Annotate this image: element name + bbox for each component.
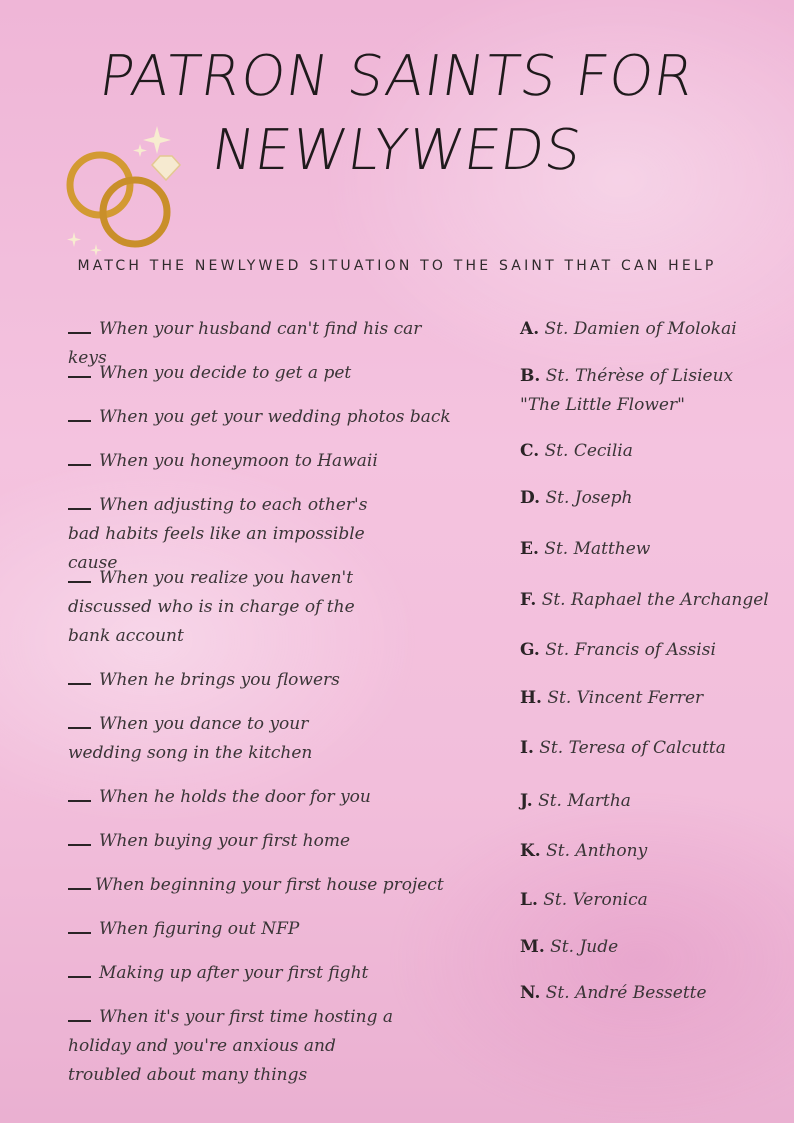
situation-text: When adjusting to each other's bad habits feels like an impossible cause bbox=[68, 495, 368, 573]
situation-text: When he brings you flowers bbox=[99, 670, 340, 690]
saint-letter: G. bbox=[520, 640, 540, 660]
saint-letter: N. bbox=[520, 983, 541, 1003]
saint-item bbox=[520, 933, 765, 962]
answer-blank[interactable] bbox=[68, 786, 91, 802]
saint-item bbox=[520, 437, 765, 466]
saint-name: St. Francis of Assisi bbox=[545, 640, 716, 660]
saint-name: St. Matthew bbox=[544, 539, 651, 559]
answer-blank[interactable] bbox=[68, 669, 91, 685]
saint-name: St. Teresa of Calcutta bbox=[539, 738, 726, 758]
situation-text: When you dance to your wedding song in the kitchen bbox=[68, 714, 313, 763]
saint-letter: J. bbox=[520, 791, 533, 811]
answer-blank[interactable] bbox=[68, 450, 91, 466]
situation-text: When beginning your first house project bbox=[95, 875, 444, 895]
situation-item bbox=[68, 359, 458, 388]
saint-letter: B. bbox=[520, 366, 541, 386]
situation-item bbox=[68, 783, 458, 812]
situation-item bbox=[68, 447, 458, 476]
answer-blank[interactable] bbox=[68, 494, 91, 510]
situation-text: When buying your first home bbox=[99, 831, 351, 851]
saint-item bbox=[520, 535, 765, 564]
situation-item bbox=[68, 959, 458, 988]
saint-letter: L. bbox=[520, 890, 538, 910]
saint-item bbox=[520, 837, 765, 866]
situation-text: When it's your first time hosting a holiday and you're anxious and troubled about many things bbox=[68, 1007, 394, 1085]
situation-item bbox=[68, 564, 368, 651]
saint-name: St. Raphael the Archangel bbox=[541, 590, 769, 610]
saint-name: St. Martha bbox=[538, 791, 631, 811]
situation-text: When you decide to get a pet bbox=[99, 363, 352, 383]
situation-item bbox=[68, 710, 378, 768]
saint-item bbox=[520, 484, 765, 513]
saint-name: St. Thérèse of Lisieux "The Little Flower" bbox=[520, 366, 734, 415]
saint-name: St. Veronica bbox=[543, 890, 648, 910]
saint-letter: D. bbox=[520, 488, 541, 508]
saint-letter: C. bbox=[520, 441, 540, 461]
saint-item bbox=[520, 684, 765, 713]
situation-text: Making up after your first fight bbox=[99, 963, 369, 983]
instructions: MATCH THE NEWLYWED SITUATION TO THE SAINT THAT CAN HELP bbox=[77, 258, 717, 274]
saint-name: St. André Bessette bbox=[545, 983, 707, 1003]
situation-text: When he holds the door for you bbox=[99, 787, 371, 807]
situation-text: When you get your wedding photos back bbox=[99, 407, 451, 427]
saint-letter: H. bbox=[520, 688, 542, 708]
page-title-line-2: NEWLYWEDS bbox=[207, 118, 587, 183]
answer-blank[interactable] bbox=[68, 713, 91, 729]
answer-blank[interactable] bbox=[68, 918, 91, 934]
saint-name: St. Cecilia bbox=[544, 441, 633, 461]
answer-blank[interactable] bbox=[68, 406, 91, 422]
situation-item bbox=[68, 827, 458, 856]
saint-letter: K. bbox=[520, 841, 541, 861]
saint-name: St. Vincent Ferrer bbox=[547, 688, 704, 708]
page-title-line-1: PATRON SAINTS FOR bbox=[95, 44, 699, 109]
situation-text: When figuring out NFP bbox=[99, 919, 300, 939]
situation-text: When you honeymoon to Hawaii bbox=[99, 451, 378, 471]
situation-text: When your husband can't find his car keys bbox=[68, 319, 422, 368]
situation-item bbox=[68, 1003, 398, 1090]
saint-letter: I. bbox=[520, 738, 534, 758]
answer-blank[interactable] bbox=[68, 567, 91, 583]
saint-item bbox=[520, 979, 765, 1008]
answer-blank[interactable] bbox=[68, 362, 91, 378]
situation-text: When you realize you haven't discussed who is in charge of the bank account bbox=[68, 568, 355, 646]
saint-name: St. Anthony bbox=[546, 841, 648, 861]
saint-name: St. Jude bbox=[550, 937, 619, 957]
answer-blank[interactable] bbox=[68, 1006, 91, 1022]
saint-letter: F. bbox=[520, 590, 537, 610]
saint-letter: E. bbox=[520, 539, 539, 559]
saint-name: St. Damien of Molokai bbox=[544, 319, 737, 339]
saint-item bbox=[520, 315, 765, 344]
answer-blank[interactable] bbox=[68, 874, 91, 890]
saint-item bbox=[520, 586, 780, 615]
wedding-rings-icon bbox=[60, 110, 190, 260]
answer-blank[interactable] bbox=[68, 962, 91, 978]
saint-letter: A. bbox=[520, 319, 540, 339]
saint-item bbox=[520, 734, 765, 763]
situation-item bbox=[68, 403, 458, 432]
situation-item bbox=[68, 915, 458, 944]
situation-item bbox=[68, 871, 458, 900]
answer-blank[interactable] bbox=[68, 318, 91, 334]
saint-item bbox=[520, 886, 765, 915]
saint-letter: M. bbox=[520, 937, 545, 957]
situation-item bbox=[68, 666, 458, 695]
saint-item bbox=[520, 636, 765, 665]
answer-blank[interactable] bbox=[68, 830, 91, 846]
saint-name: St. Joseph bbox=[545, 488, 633, 508]
saint-item bbox=[520, 362, 765, 420]
saint-item bbox=[520, 787, 765, 816]
